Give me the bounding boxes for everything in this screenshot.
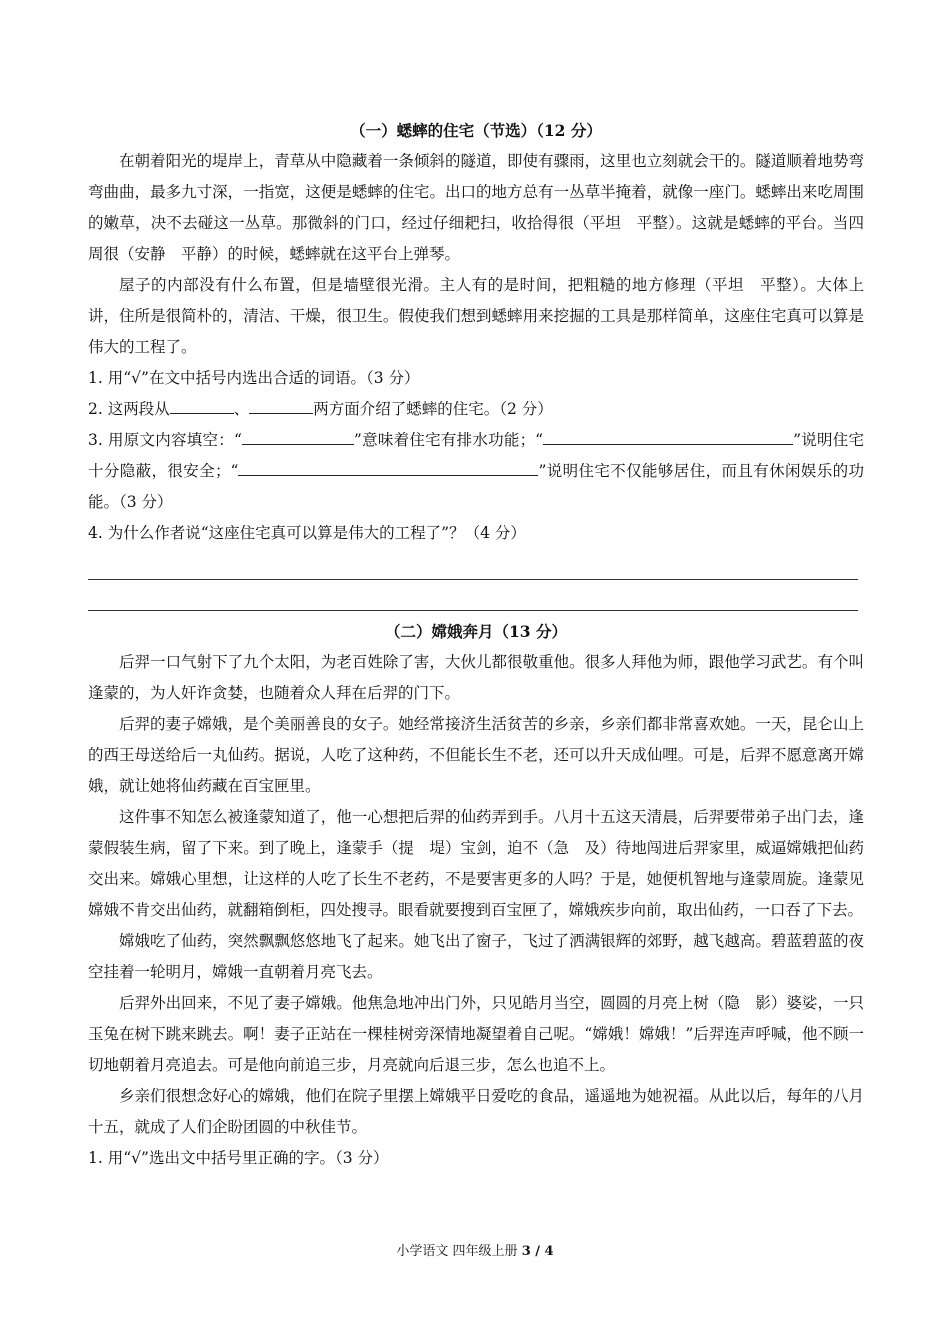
footer-text: 小学语文 四年级上册: [396, 1244, 522, 1259]
answer-line[interactable]: [88, 580, 858, 611]
page-footer: [0, 1240, 950, 1259]
question-3-text-d: ”说明住宅不仅能够居住，而且有休闲娱乐的功能。（3 分）: [88, 462, 864, 511]
page-number: 3 / 4: [521, 1244, 554, 1259]
question-3: [88, 425, 864, 518]
question-2-text-c: 两方面介绍了蟋蟀的住宅。（2 分）: [313, 400, 553, 418]
answer-blank[interactable]: [249, 398, 313, 415]
question-3-text-a: 3. 用原文内容填空：“: [88, 431, 242, 449]
document-page: [88, 116, 864, 1174]
answer-line[interactable]: [88, 549, 858, 580]
passage-paragraph: 嫦娥吃了仙药，突然飘飘悠悠地飞了起来。她飞出了窗子，飞过了洒满银辉的郊野，越飞越高。碧蓝碧蓝的夜空挂着一轮明月，嫦娥一直朝着月亮飞去。: [88, 932, 864, 981]
passage-paragraph: 乡亲们很想念好心的嫦娥，他们在院子里摆上嫦娥平日爱吃的食品，遥遥地为她祝福。从此以后，每年的八月十五，就成了人们企盼团圆的中秋佳节。: [88, 1087, 864, 1136]
question-2-text-a: 2. 这两段从: [88, 400, 170, 418]
question-1: 1. 用“√”在文中括号内选出合适的词语。（3 分）: [88, 369, 420, 387]
question-1-section2: 1. 用“√”选出文中括号里正确的字。（3 分）: [88, 1149, 389, 1167]
answer-blank[interactable]: [170, 398, 234, 415]
passage-paragraph: 屋子的内部没有什么布置，但是墙壁很光滑。主人有的是时间，把粗糙的地方修理（平坦 平整）。大体上讲，住所是很简朴的，清洁、干燥，很卫生。假使我们想到蟋蟀用来挖掘的工具是那样简单，这座住宅真可以算是伟大的工程了。: [88, 276, 864, 356]
passage-paragraph: 这件事不知怎么被逢蒙知道了，他一心想把后羿的仙药弄到手。八月十五这天清晨，后羿要带弟子出门去，逢蒙假装生病，留了下来。到了晚上，逢蒙手（提 堤）宝剑，迫不（急 及）待地闯进后羿家里，威逼嫦娥把仙药交出来。嫦娥心里想，让这样的人吃了长生不老药，不是要害更多的人吗？于是，她便机智地与逢蒙周旋。逢蒙见嫦娥不肯交出仙药，就翻箱倒柜，四处搜寻。眼看就要搜到百宝匣了，嫦娥疾步向前，取出仙药，一口吞了下去。: [88, 808, 864, 919]
question-4: 4. 为什么作者说“这座住宅真可以算是伟大的工程了”？（4 分）: [88, 524, 526, 542]
answer-blank[interactable]: [242, 429, 354, 446]
passage-paragraph: 后羿的妻子嫦娥，是个美丽善良的女子。她经常接济生活贫苦的乡亲，乡亲们都非常喜欢她。一天，昆仑山上的西王母送给后一丸仙药。据说，人吃了这种药，不但能长生不老，还可以升天成仙哩。可是，后羿不愿意离开嫦娥，就让她将仙药藏在百宝匣里。: [88, 715, 864, 795]
section-title-change-e: （二）嫦娥奔月（13 分）: [385, 622, 567, 641]
section-title-cricket: （一）蟋蟀的住宅（节选）（12 分）: [350, 121, 602, 140]
question-2-text-b: 、: [233, 400, 250, 418]
answer-blank[interactable]: [543, 429, 793, 446]
question-3-text-c: ”说明住宅十分隐蔽，很安全；“: [88, 431, 864, 480]
passage-paragraph: 后羿外出回来，不见了妻子嫦娥。他焦急地冲出门外，只见皓月当空，圆圆的月亮上树（隐 影）婆娑，一只玉兔在树下跳来跳去。啊！妻子正站在一棵桂树旁深情地凝望着自己呢。“嫦娥！嫦娥！”后羿连声呼喊，他不顾一切地朝着月亮追去。可是他向前追三步，月亮就向后退三步，怎么也追不上。: [88, 994, 864, 1074]
question-2: [88, 394, 864, 425]
answer-blank[interactable]: [238, 460, 538, 477]
passage-paragraph: 后羿一口气射下了九个太阳，为老百姓除了害，大伙儿都很敬重他。很多人拜他为师，跟他学习武艺。有个叫逢蒙的，为人奸诈贪婪，也随着众人拜在后羿的门下。: [88, 653, 864, 702]
passage-paragraph: 在朝着阳光的堤岸上，青草从中隐藏着一条倾斜的隧道，即使有骤雨，这里也立刻就会干的。隧道顺着地势弯弯曲曲，最多九寸深，一指宽，这便是蟋蟀的住宅。出口的地方总有一丛草半掩着，就像一座门。蟋蟀出来吃周围的嫩草，决不去碰这一丛草。那微斜的门口，经过仔细耙扫，收拾得很（平坦 平整）。这就是蟋蟀的平台。当四周很（安静 平静）的时候，蟋蟀就在这平台上弹琴。: [88, 152, 864, 263]
question-3-text-b: ”意味着住宅有排水功能；“: [353, 431, 544, 449]
